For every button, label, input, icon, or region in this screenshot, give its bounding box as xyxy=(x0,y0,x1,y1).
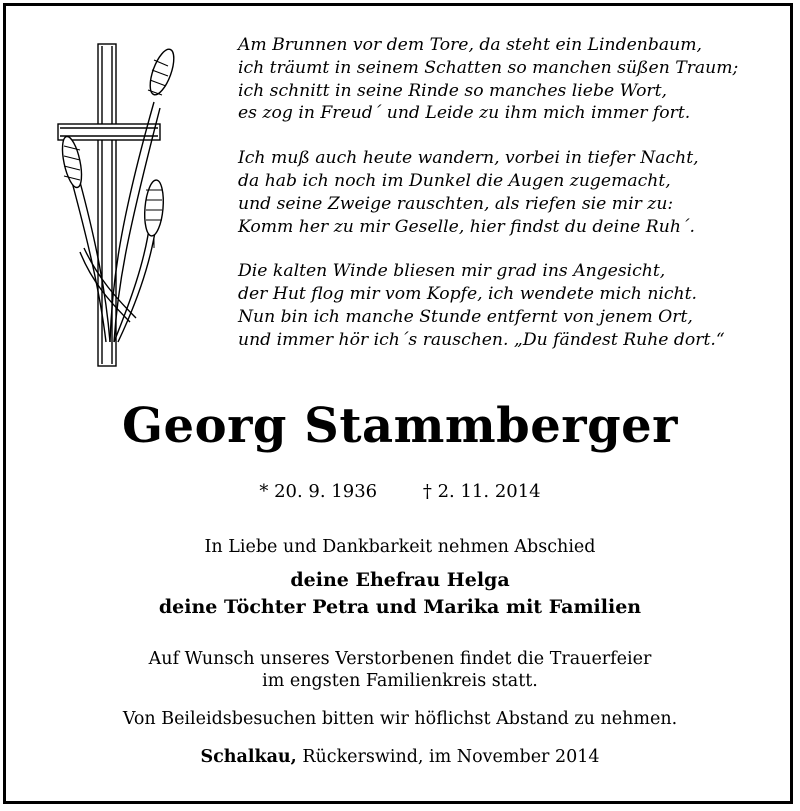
poem-line: Nun bin ich manche Stunde entfernt von jenem Ort, xyxy=(238,306,693,327)
life-dates xyxy=(0,481,800,502)
poem-line: Ich muß auch heute wandern, vorbei in tiefer Nacht, xyxy=(238,148,699,169)
death-date: † 2. 11. 2014 xyxy=(422,481,541,502)
poem-line: und immer hör ich´s rauschen. „Du fändest Ruhe dort.“ xyxy=(238,329,725,350)
closing-date: Rückerswind, im November 2014 xyxy=(296,747,600,767)
poem xyxy=(238,34,778,374)
poem-line: Die kalten Winde bliesen mir grad ins Angesicht, xyxy=(238,261,666,282)
poem-line: es zog in Freud´ und Leide zu ihm mich immer fort. xyxy=(238,103,691,124)
cross-with-wheat-icon xyxy=(50,42,210,372)
closing-place: Schalkau, xyxy=(200,747,297,767)
condolence-note: Von Beileidsbesuchen bitten wir höflichst Abstand zu nehmen. xyxy=(122,709,678,729)
poem-line: da hab ich noch im Dunkel die Augen zugemacht, xyxy=(238,170,671,191)
poem-stanza xyxy=(238,34,778,125)
funeral-note: Auf Wunsch unseres Verstorbenen findet die Trauerfeier xyxy=(148,649,652,669)
poem-line: ich schnitt in seine Rinde so manches liebe Wort, xyxy=(238,80,668,101)
mourner-line: deine Ehefrau Helga xyxy=(290,569,510,591)
poem-line: der Hut flog mir vom Kopfe, ich wendete mich nicht. xyxy=(238,284,697,305)
funeral-note: im engsten Familienkreis statt. xyxy=(262,671,538,691)
deceased-name: Georg Stammberger xyxy=(122,398,678,454)
poem-stanza xyxy=(238,147,778,238)
birth-date: * 20. 9. 1936 xyxy=(259,481,378,502)
mourner-line: deine Töchter Petra und Marika mit Familien xyxy=(158,596,642,618)
poem-stanza xyxy=(238,260,778,351)
poem-line: und seine Zweige rauschten, als riefen sie mir zu: xyxy=(238,193,674,214)
poem-line: Am Brunnen vor dem Tore, da steht ein Lindenbaum, xyxy=(238,35,702,55)
poem-line: ich träumt in seinem Schatten so manchen süßen Traum; xyxy=(238,57,739,78)
poem-line: Komm her zu mir Geselle, hier findst du deine Ruh´. xyxy=(238,216,695,237)
farewell-intro: In Liebe und Dankbarkeit nehmen Abschied xyxy=(204,537,596,557)
closing-line xyxy=(0,746,800,768)
